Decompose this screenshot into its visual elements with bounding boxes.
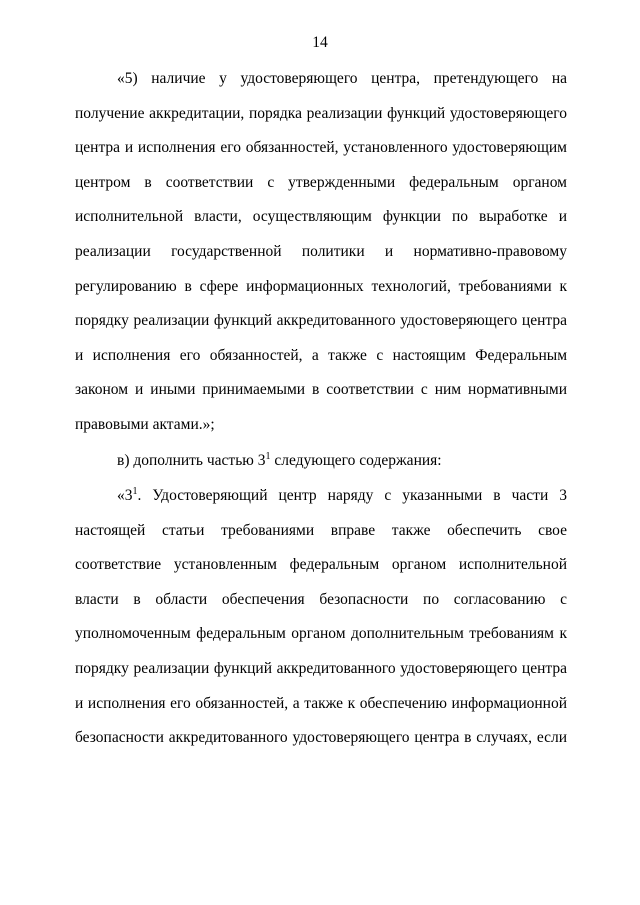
- superscript-index: 1: [265, 451, 271, 462]
- paragraph-amendment-v-text-end: следующего содержания:: [270, 452, 442, 469]
- paragraph-part-3-1-text: . Удостоверяющий центр наряду с указанными в части 3 настоящей статьи требованиями вправе также обеспечить свое соответствие установленным федеральным органом исполнительной власти в области обеспечения безопасности по согласованию с уполномоченным федеральным органом дополнительным требованиям к порядку реализации функций аккредитованного удостоверяющего центра и исполнения его обязанностей, а также к обеспечению информационной безопасности аккредитованного удостоверяющего центра в случаях, если: [75, 487, 567, 747]
- paragraph-part-3-1-start: «3: [117, 487, 133, 504]
- paragraph-item-5: «5) наличие у удостоверяющего центра, претендующего на получение аккредитации, порядка реализации функций удостоверяющего центра и исполнения его обязанностей, установленного удостоверяющим центром в соответствии с утвержденными федеральным органом исполнительной власти, осуществляющим функции по выработке и реализации государственной политики и нормативно-правовому регулированию в сфере информационных технологий, требованиями к порядку реализации функций аккредитованного удостоверяющего центра и исполнения его обязанностей, а также с настоящим Федеральным законом и иными принимаемыми в соответствии с ним нормативными правовыми актами.»;: [75, 70, 567, 433]
- paragraph-amendment-v: [75, 444, 567, 479]
- paragraph-part-3-1: [75, 479, 567, 756]
- paragraph-amendment-v-text: в) дополнить частью 3: [117, 452, 266, 469]
- page-number: 14: [312, 34, 328, 51]
- superscript-index: 1: [132, 486, 138, 497]
